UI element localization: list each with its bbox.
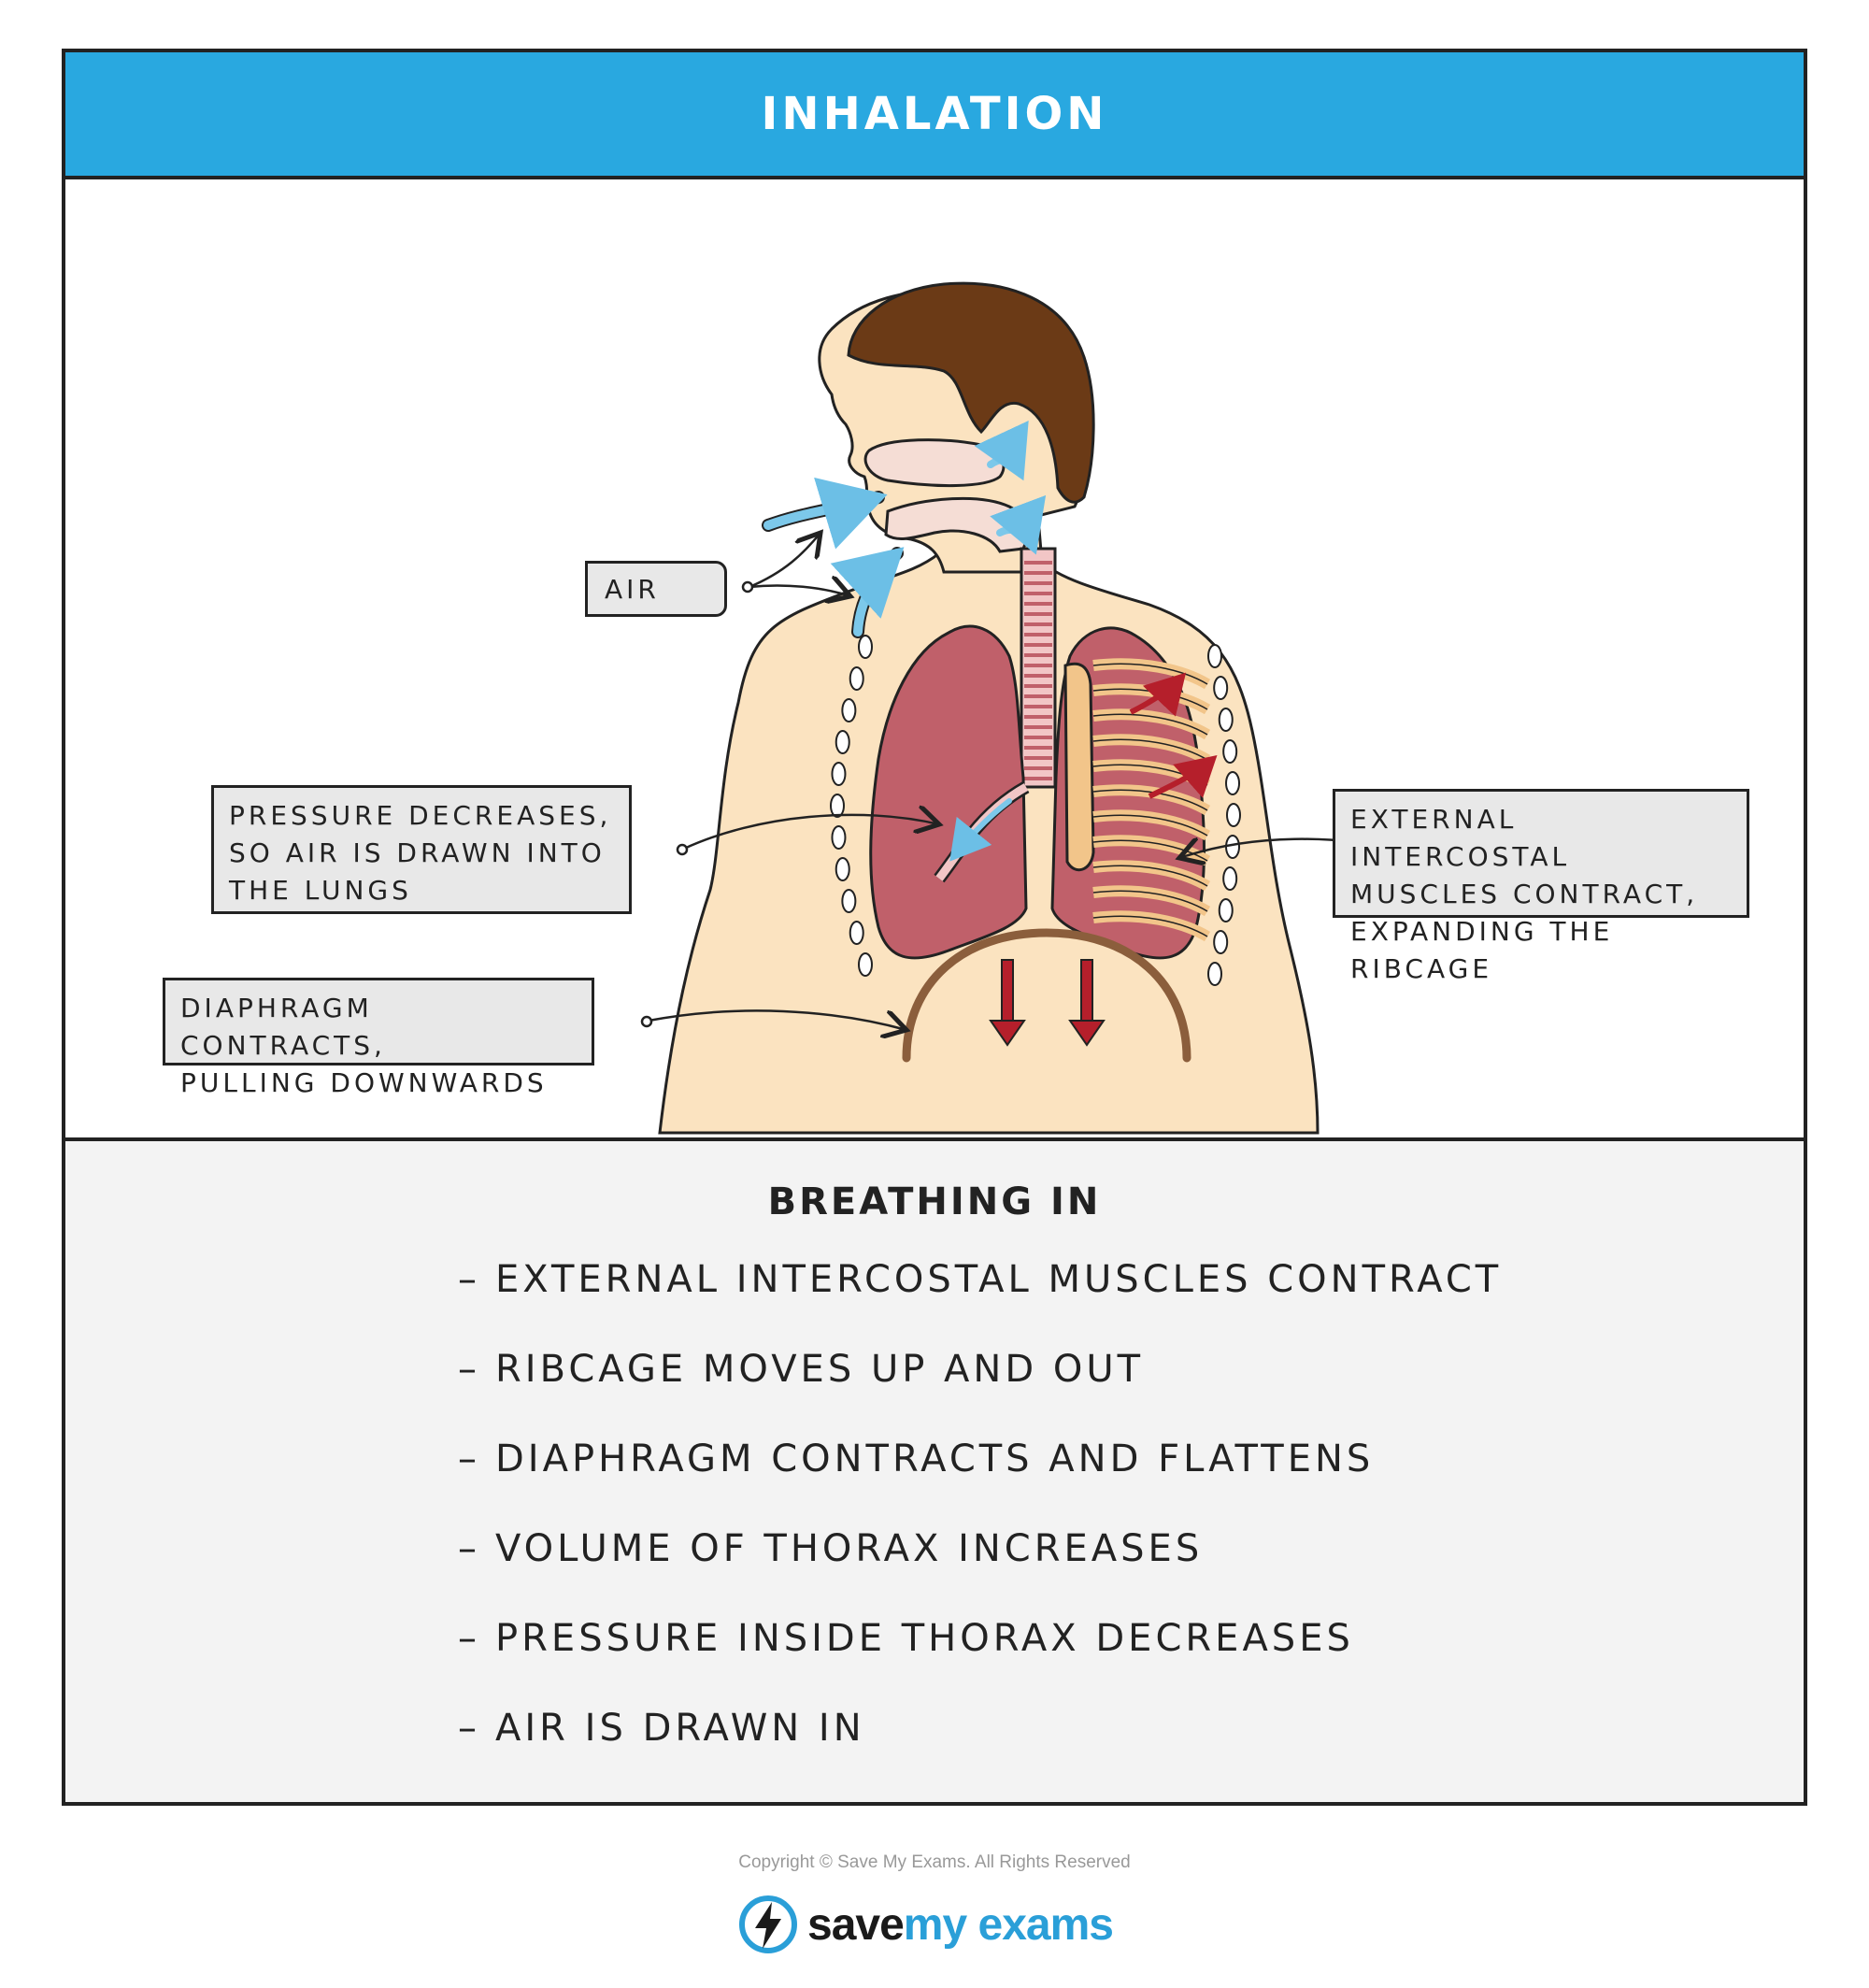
nasal-cavity [865, 440, 1004, 486]
label-pressure: PRESSURE DECREASES, SO AIR IS DRAWN INTO THE LUNGS [211, 785, 632, 914]
summary-point: – EXTERNAL INTERCOSTAL MUSCLES CONTRACT [458, 1258, 1503, 1301]
diagram-area [65, 179, 1804, 1137]
leader-dot-air [743, 582, 752, 592]
inhalation-card [62, 49, 1807, 1806]
leader-air-nose [749, 533, 820, 587]
leader-dot-pressure [678, 845, 687, 854]
label-diaphragm: DIAPHRAGM CONTRACTS, PULLING DOWNWARDS [163, 978, 594, 1066]
label-air: AIR [585, 561, 727, 617]
header-title: INHALATION [761, 88, 1108, 140]
summary-point: – VOLUME OF THORAX INCREASES [458, 1527, 1204, 1570]
summary-point: – DIAPHRAGM CONTRACTS AND FLATTENS [458, 1437, 1375, 1480]
summary-title: BREATHING IN [767, 1180, 1102, 1223]
header-bar [65, 52, 1804, 179]
summary-point: – AIR IS DRAWN IN [458, 1707, 865, 1750]
brand-wordmark: savemy exams [807, 1899, 1113, 1950]
label-intercostal: EXTERNAL INTERCOSTAL MUSCLES CONTRACT, EXPANDING THE RIBCAGE [1333, 789, 1749, 918]
summary-panel [65, 1137, 1804, 1802]
summary-point: – RIBCAGE MOVES UP AND OUT [458, 1348, 1145, 1391]
summary-point: – PRESSURE INSIDE THORAX DECREASES [458, 1617, 1354, 1660]
copyright-notice: Copyright © Save My Exams. All Rights Reserved [738, 1852, 1131, 1872]
brand-logo[interactable] [738, 1892, 1113, 1957]
leader-air-mouth [749, 585, 850, 596]
summary-points [458, 1253, 1502, 1792]
sternum [1065, 664, 1093, 870]
leader-dot-diaphragm [642, 1017, 651, 1026]
lightning-logo-icon [738, 1895, 798, 1954]
